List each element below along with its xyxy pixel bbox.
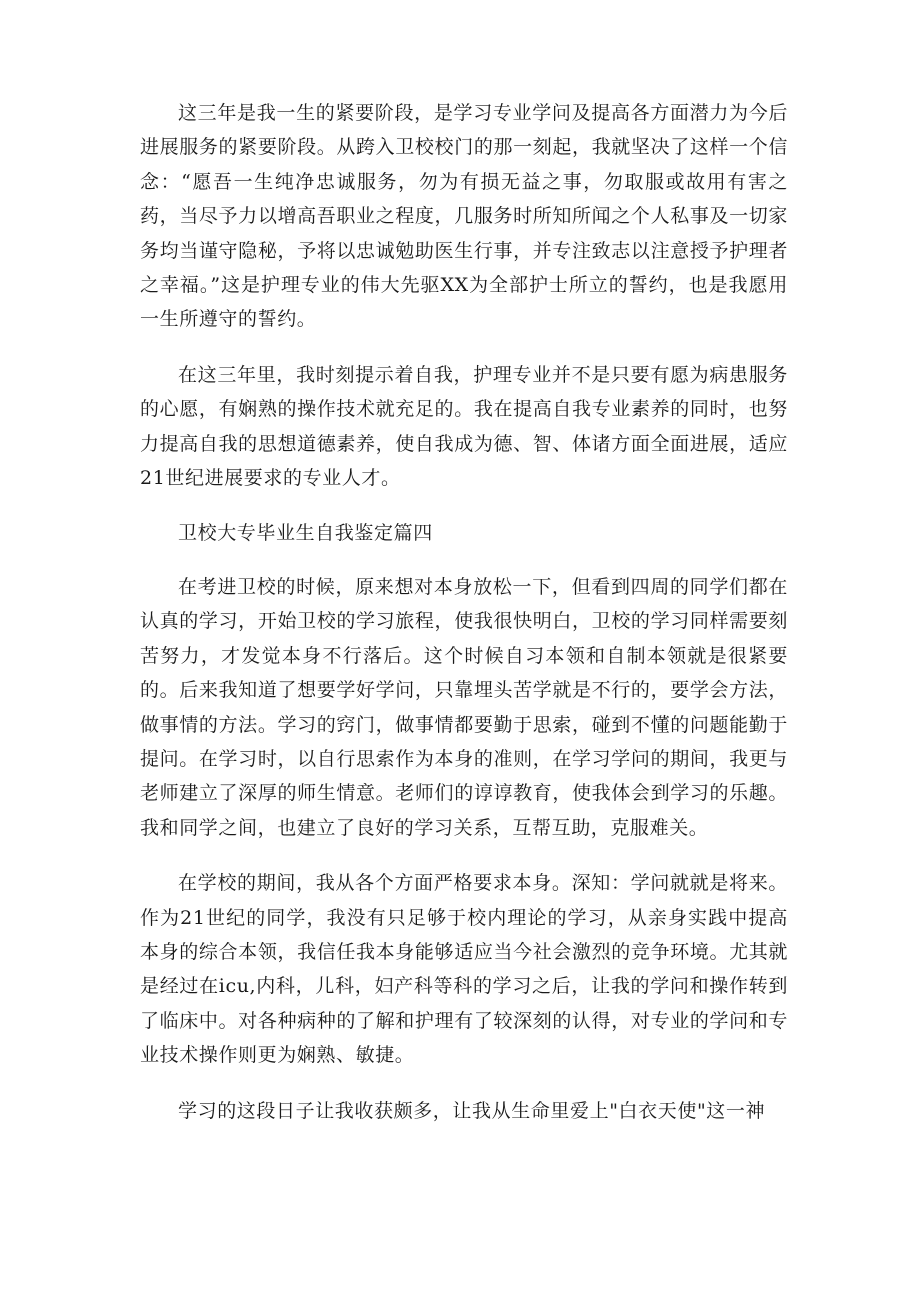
- paragraph-nursing-oath: 这三年是我一生的紧要阶段，是学习专业学问及提高各方面潜力为今后进展服务的紧要阶段。从跨入卫校校门的那一刻起，我就坚决了这样一个信念：“愿吾一生纯净忠诚服务，勿为有损无益之事，勿取服或故用有害之药，当尽予力以增高吾职业之程度，几服务时所知所闻之个人私事及一切家务均当谨守隐秘，予将以忠诚勉助医生行事，并专注致志以注意授予护理者之幸福。”这是护理专业的伟大先驱XX为全部护士所立的誓约，也是我愿用一生所遵守的誓约。: [140, 102, 788, 331]
- section-heading: 卫校大专毕业生自我鉴定篇四: [178, 522, 433, 545]
- paragraph-harvest: 学习的这段日子让我收获颇多，让我从生命里爱上"白衣天使"这一神: [178, 1099, 766, 1122]
- paragraph-school-period: 在学校的期间，我从各个方面严格要求本身。深知：学问就就是将来。作为21世纪的同学，我没有只足够于校内理论的学习，从亲身实践中提高本身的综合本领，我信任我本身能够适应当今社会激烈的竞争环境。尤其就是经过在icu,内科，儿科，妇产科等科的学习之后，让我的学问和操作转到了临床中。对各种病种的了解和护理有了较深刻的认得，对专业的学问和专业技术操作则更为娴熟、敏捷。: [140, 872, 788, 1067]
- paragraph-entering-school: 在考进卫校的时候，原来想对本身放松一下，但看到四周的同学们都在认真的学习，开始卫校的学习旅程，使我很快明白，卫校的学习同样需要刻苦努力，才发觉本身不行落后。这个时候自习本领和自制本领就是很紧要的。后来我知道了想要学好学问，只靠埋头苦学就是不行的，要学会方法，做事情的方法。学习的窍门，做事情都要勤于思索，碰到不懂的问题能勤于提问。在学习时，以自行思索作为本身的准则，在学习学问的期间，我更与老师建立了深厚的师生情意。老师们的谆谆教育，使我体会到学习的乐趣。我和同学之间，也建立了良好的学习关系，互帮互助，克服难关。: [140, 575, 788, 839]
- paragraph-three-years: 在这三年里，我时刻提示着自我，护理专业并不是只要有愿为病患服务的心愿，有娴熟的操作技术就充足的。我在提高自我专业素养的同时，也努力提高自我的思想道德素养，使自我成为德、智、体诸方面全面进展，适应21世纪进展要求的专业人才。: [140, 363, 788, 490]
- document-body: [140, 96, 788, 1149]
